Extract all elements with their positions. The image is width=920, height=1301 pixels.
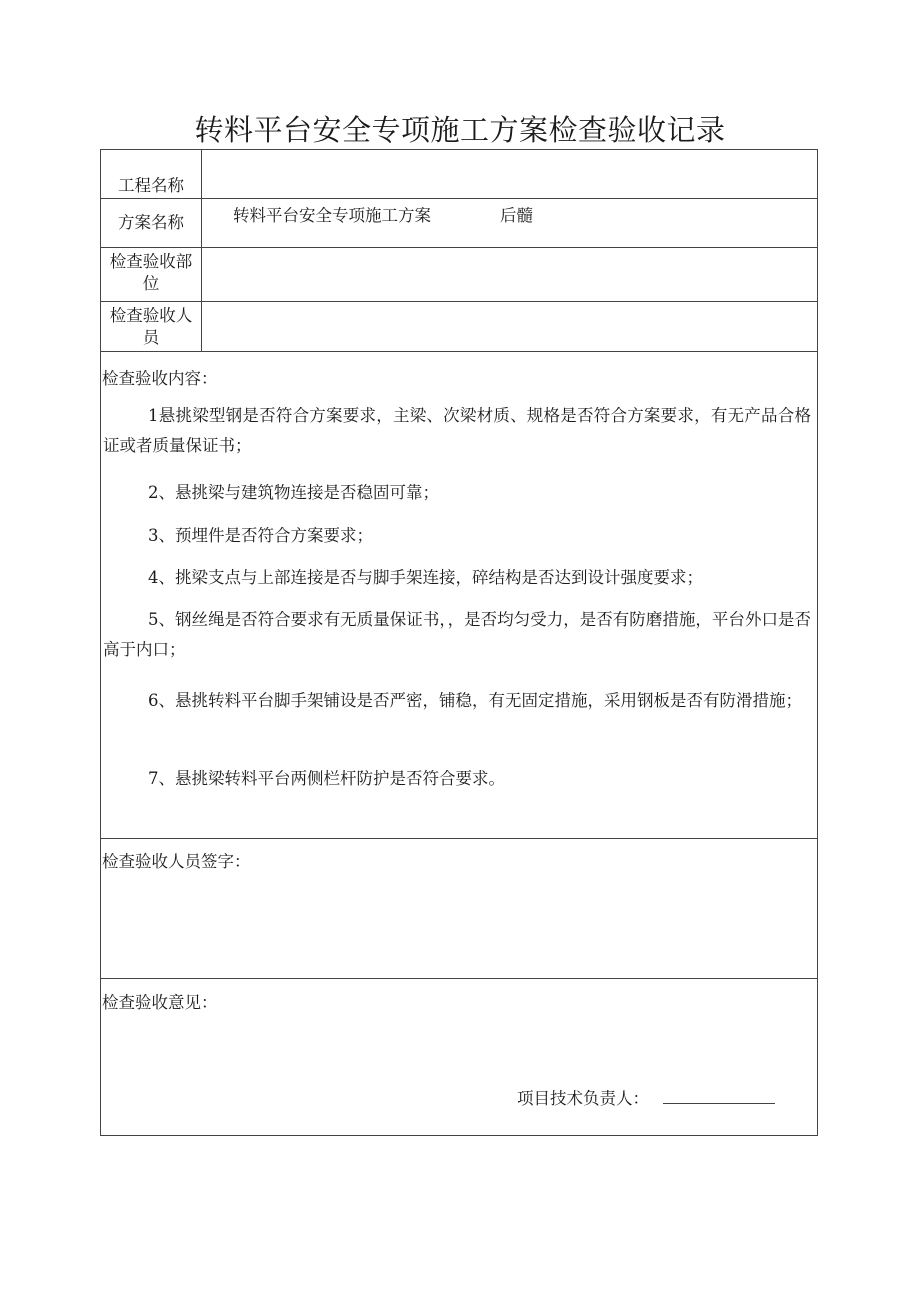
- inspection-content-section: [101, 352, 817, 839]
- technical-responsible-signoff: [517, 1085, 775, 1109]
- project-name-row: [101, 150, 817, 199]
- project-name-value: [202, 150, 817, 198]
- technical-responsible-label: 项目技术负责人：: [517, 1089, 649, 1108]
- inspection-staff-row: [101, 302, 817, 352]
- signature-heading: 检查验收人员签字：: [102, 852, 251, 871]
- inspection-part-label-line2: 位: [142, 274, 160, 293]
- technical-responsible-signature-line[interactable]: [663, 1089, 775, 1104]
- inspection-item-3: 3、预埋件是否符合方案要求；: [148, 526, 373, 545]
- inspection-item-2: 2、悬挑梁与建筑物连接是否稳固可靠；: [148, 483, 439, 502]
- inspection-item-6: 6、悬挑转料平台脚手架铺设是否严密，铺稳，有无固定措施，采用钢板是否有防滑措施；: [148, 691, 802, 710]
- plan-name-label: 方案名称: [118, 213, 184, 232]
- inspection-part-label-cell: [101, 248, 202, 301]
- inspection-item-7: 7、悬挑梁转料平台两侧栏杆防护是否符合要求。: [148, 769, 505, 788]
- inspection-item-5: 5、钢丝绳是否符合要求有无质量保证书，，是否均匀受力，是否有防磨措施，平台外口是否高于内口；: [103, 610, 811, 659]
- inspection-part-label-line1: 检查验收部: [109, 252, 193, 271]
- plan-name-value: 转料平台安全专项施工方案: [233, 206, 431, 225]
- inspection-staff-label-line1: 检查验收人: [109, 306, 193, 325]
- inspection-part-value: [202, 248, 817, 301]
- project-name-label-cell: [101, 150, 202, 198]
- inspection-staff-label-line2: 员: [142, 328, 160, 347]
- project-name-label: 工程名称: [118, 176, 184, 195]
- inspection-content-heading: 检查验收内容：: [102, 369, 218, 388]
- plan-name-extra: 后髓: [500, 206, 533, 225]
- inspection-staff-value: [202, 302, 817, 351]
- inspection-item-4: 4、挑梁支点与上部连接是否与脚手架连接，碎结构是否达到设计强度要求；: [148, 568, 703, 587]
- inspection-part-row: [101, 248, 817, 302]
- plan-name-row: [101, 199, 817, 248]
- inspection-item-1: 1悬挑梁型钢是否符合方案要求，主梁、次梁材质、规格是否符合方案要求，有无产品合格证或者质量保证书；: [103, 406, 811, 455]
- plan-name-label-cell: [101, 199, 202, 247]
- inspection-form: [100, 149, 818, 1136]
- opinion-heading: 检查验收意见：: [102, 993, 218, 1012]
- plan-name-value-cell: [202, 199, 817, 247]
- signature-section: [101, 839, 817, 979]
- opinion-section: [101, 979, 817, 1135]
- inspection-staff-label-cell: [101, 302, 202, 351]
- page-title: 转料平台安全专项施工方案检查验收记录: [194, 113, 726, 147]
